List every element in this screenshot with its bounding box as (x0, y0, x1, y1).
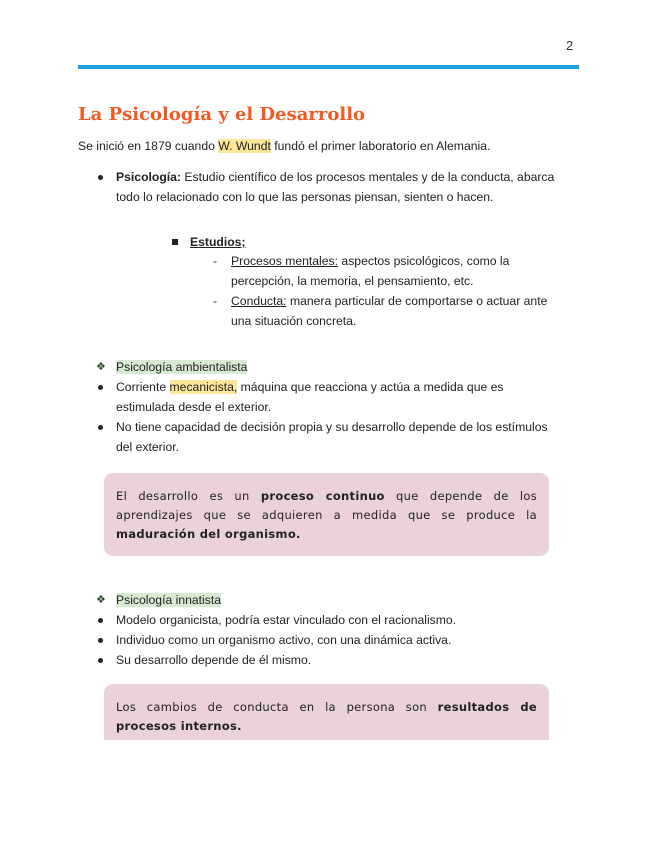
list-item (96, 630, 596, 650)
list-item (96, 377, 596, 417)
bullet-icon (98, 658, 103, 663)
intro-paragraph (78, 138, 490, 155)
intro-after: fundó el primer laboratorio en Alemania. (270, 139, 491, 153)
procesos-line1: aspectos psicológicos, como la (338, 254, 510, 268)
psicologia-bullet (96, 167, 596, 207)
innatista-heading-row (96, 590, 596, 610)
square-bullet-icon (172, 239, 178, 245)
inn-box-bold1: resultados de procesos internos. (116, 700, 537, 733)
amb-b2-line1: No tiene capacidad de decisión propia y su desarrollo depende de los estímulos (116, 420, 548, 434)
list-item (96, 650, 596, 670)
psicologia-text-1: Estudio científico de los procesos mentales y de la conducta, abarca (181, 170, 555, 184)
inn-bullet-1: Modelo organicista, podría estar vinculado con el racionalismo. (116, 613, 457, 627)
bullet-icon (98, 385, 103, 390)
innatista-heading: Psicología innatista (116, 593, 222, 607)
conducta-term: Conducta: (231, 294, 287, 308)
bullet-icon (98, 638, 103, 643)
intro-before: Se inició en 1879 cuando (78, 139, 219, 153)
bullet-icon (98, 618, 103, 623)
ambientalista-heading-row (96, 357, 596, 377)
intro-highlight: W. Wundt (218, 139, 271, 153)
page-title: La Psicología y el Desarrollo (78, 104, 366, 125)
diamond-bullet-icon: ❖ (96, 361, 106, 373)
estudios-label: Estudios; (190, 235, 246, 249)
amb-b1-highlight: mecanicista, (169, 380, 238, 394)
conducta-line2: una situación concreta. (231, 314, 357, 328)
amb-b2-line2: del exterior. (116, 440, 180, 454)
psicologia-text-2: todo lo relacionado con lo que las personas piensan, sienten o hacen. (116, 190, 494, 204)
list-item (213, 291, 581, 331)
amb-box-text1: El desarrollo es un (116, 489, 261, 503)
list-item (170, 232, 246, 252)
header-rule (78, 65, 579, 69)
bullet-icon (98, 175, 103, 180)
list-item (96, 417, 596, 457)
list-item (96, 167, 596, 207)
bullet-icon (98, 425, 103, 430)
inn-box-text1: Los cambios de conducta en la persona son (116, 700, 438, 714)
innatista-section (96, 590, 596, 670)
amb-b1-before: Corriente (116, 380, 170, 394)
inn-bullet-3: Su desarrollo depende de él mismo. (116, 653, 312, 667)
ambientalista-heading: Psicología ambientalista (116, 360, 248, 374)
dash-bullet-icon: - (213, 254, 218, 268)
diamond-bullet-icon: ❖ (96, 594, 106, 606)
procesos-line2: percepción, la memoria, el pensamiento, etc. (231, 274, 474, 288)
list-item (213, 251, 581, 291)
innatista-callout (104, 684, 549, 740)
amb-box-text2: que depende de los aprendizajes que se adquieren a medida que se produce la (116, 489, 538, 522)
procesos-term: Procesos mentales: (231, 254, 339, 268)
inn-bullet-2: Individuo como un organismo activo, con una dinámica activa. (116, 633, 452, 647)
amb-b1-after: máquina que reacciona y actúa a medida que es (237, 380, 504, 394)
ambientalista-callout (104, 473, 549, 556)
estudios-block (170, 232, 246, 252)
page-number: 2 (566, 38, 574, 53)
estudios-items (213, 251, 581, 331)
list-item (96, 610, 596, 630)
psicologia-label: Psicología: (116, 170, 182, 184)
amb-box-bold2: maduración del organismo. (116, 527, 301, 541)
amb-box-bold1: proceso continuo (260, 489, 385, 503)
conducta-line1: manera particular de comportarse o actuar ante (286, 294, 548, 308)
ambientalista-section (96, 357, 596, 457)
amb-b1-line2: estimulada desde el exterior. (116, 400, 272, 414)
dash-bullet-icon: - (213, 294, 218, 308)
